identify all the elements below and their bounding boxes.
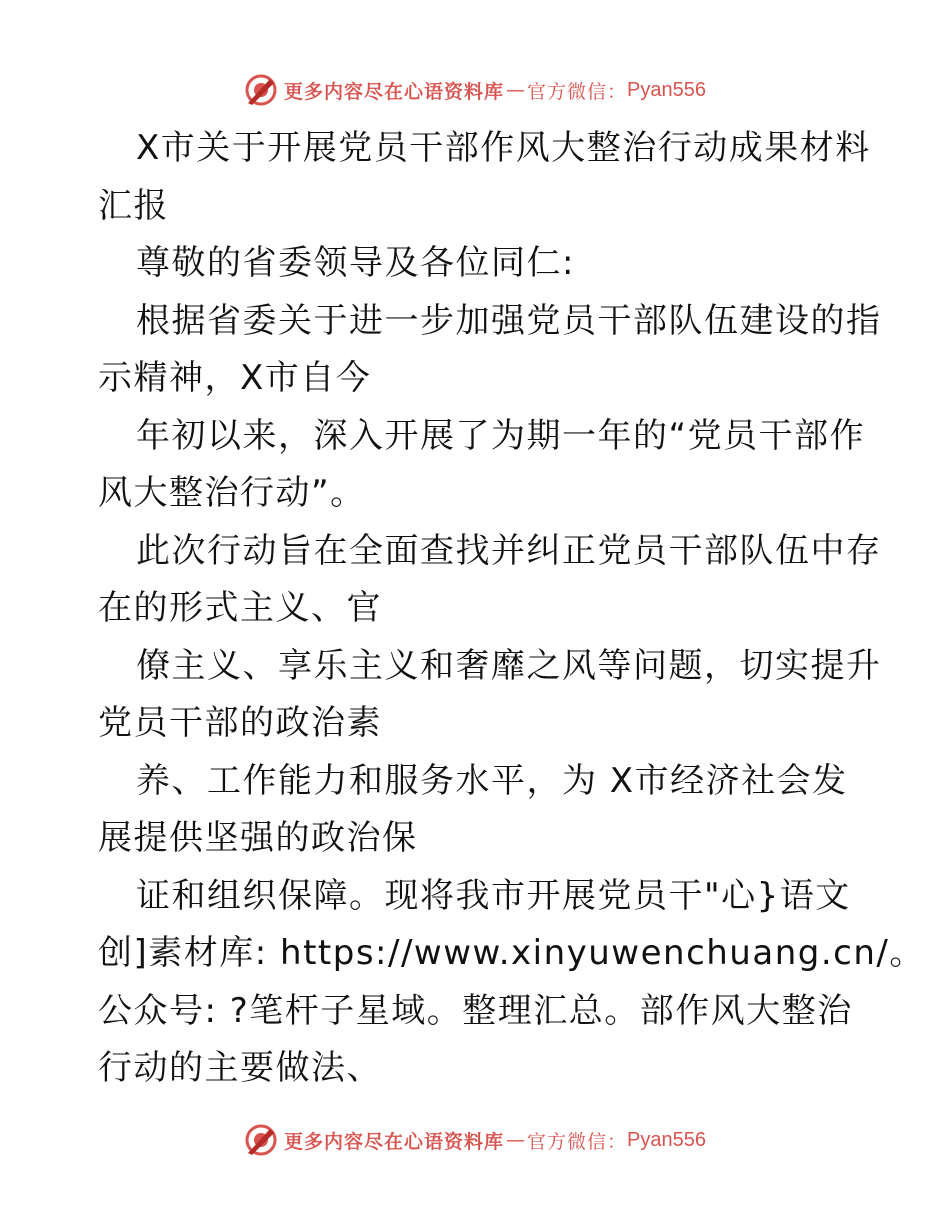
document-body: [98, 120, 925, 1098]
banner-slogan: 更多内容尽在心语资料库: [284, 80, 505, 103]
footer-banner: [0, 1120, 950, 1160]
text-line: 公众号: ?笔杆子星域。整理汇总。部作风大整治: [98, 990, 853, 1031]
text-line: 在的形式主义、官: [98, 588, 382, 628]
text-line: X市关于开展党员干部作风大整治行动成果材料: [136, 128, 871, 168]
pen-logo-icon: [244, 1123, 278, 1157]
banner-slogan: 更多内容尽在心语资料库: [284, 1130, 505, 1153]
text-line: 展提供坚强的政治保: [98, 818, 418, 858]
text-line: 根据省委关于进一步加强党员干部队伍建设的指: [136, 300, 882, 341]
text-line: 创]素材库: https://www.xinyuwenchuang.cn/。: [98, 933, 925, 973]
text-line: 尊敬的省委领导及各位同仁:: [136, 243, 575, 283]
text-line: 此次行动旨在全面查找并纠正党员干部队伍中存: [136, 530, 882, 571]
banner-official-label: 官方微信：: [527, 1130, 628, 1153]
text-line: 年初以来，深入开展了为期一年的“党员干部作: [136, 415, 866, 456]
pen-logo-icon: [244, 73, 278, 107]
banner-wechat-id: Pyan556: [627, 78, 706, 101]
text-line: 党员干部的政治素: [98, 703, 382, 743]
header-banner: [0, 70, 950, 110]
text-line: 行动的主要做法、: [98, 1048, 382, 1088]
banner-dash: —: [506, 79, 526, 101]
banner-wechat-id: Pyan556: [627, 1128, 706, 1151]
text-line: 僚主义、享乐主义和奢靡之风等问题，切实提升: [136, 645, 882, 686]
text-line: 示精神，X市自今: [98, 358, 372, 398]
banner-official-label: 官方微信：: [527, 80, 628, 103]
banner-dash: —: [506, 1129, 526, 1151]
text-line: 证和组织保障。现将我市开展党员干"心}语文: [136, 875, 851, 916]
text-line: 汇报: [98, 185, 169, 226]
text-line: 养、工作能力和服务水平，为 X市经济社会发: [136, 760, 848, 801]
text-line: 风大整治行动”。: [98, 473, 366, 513]
